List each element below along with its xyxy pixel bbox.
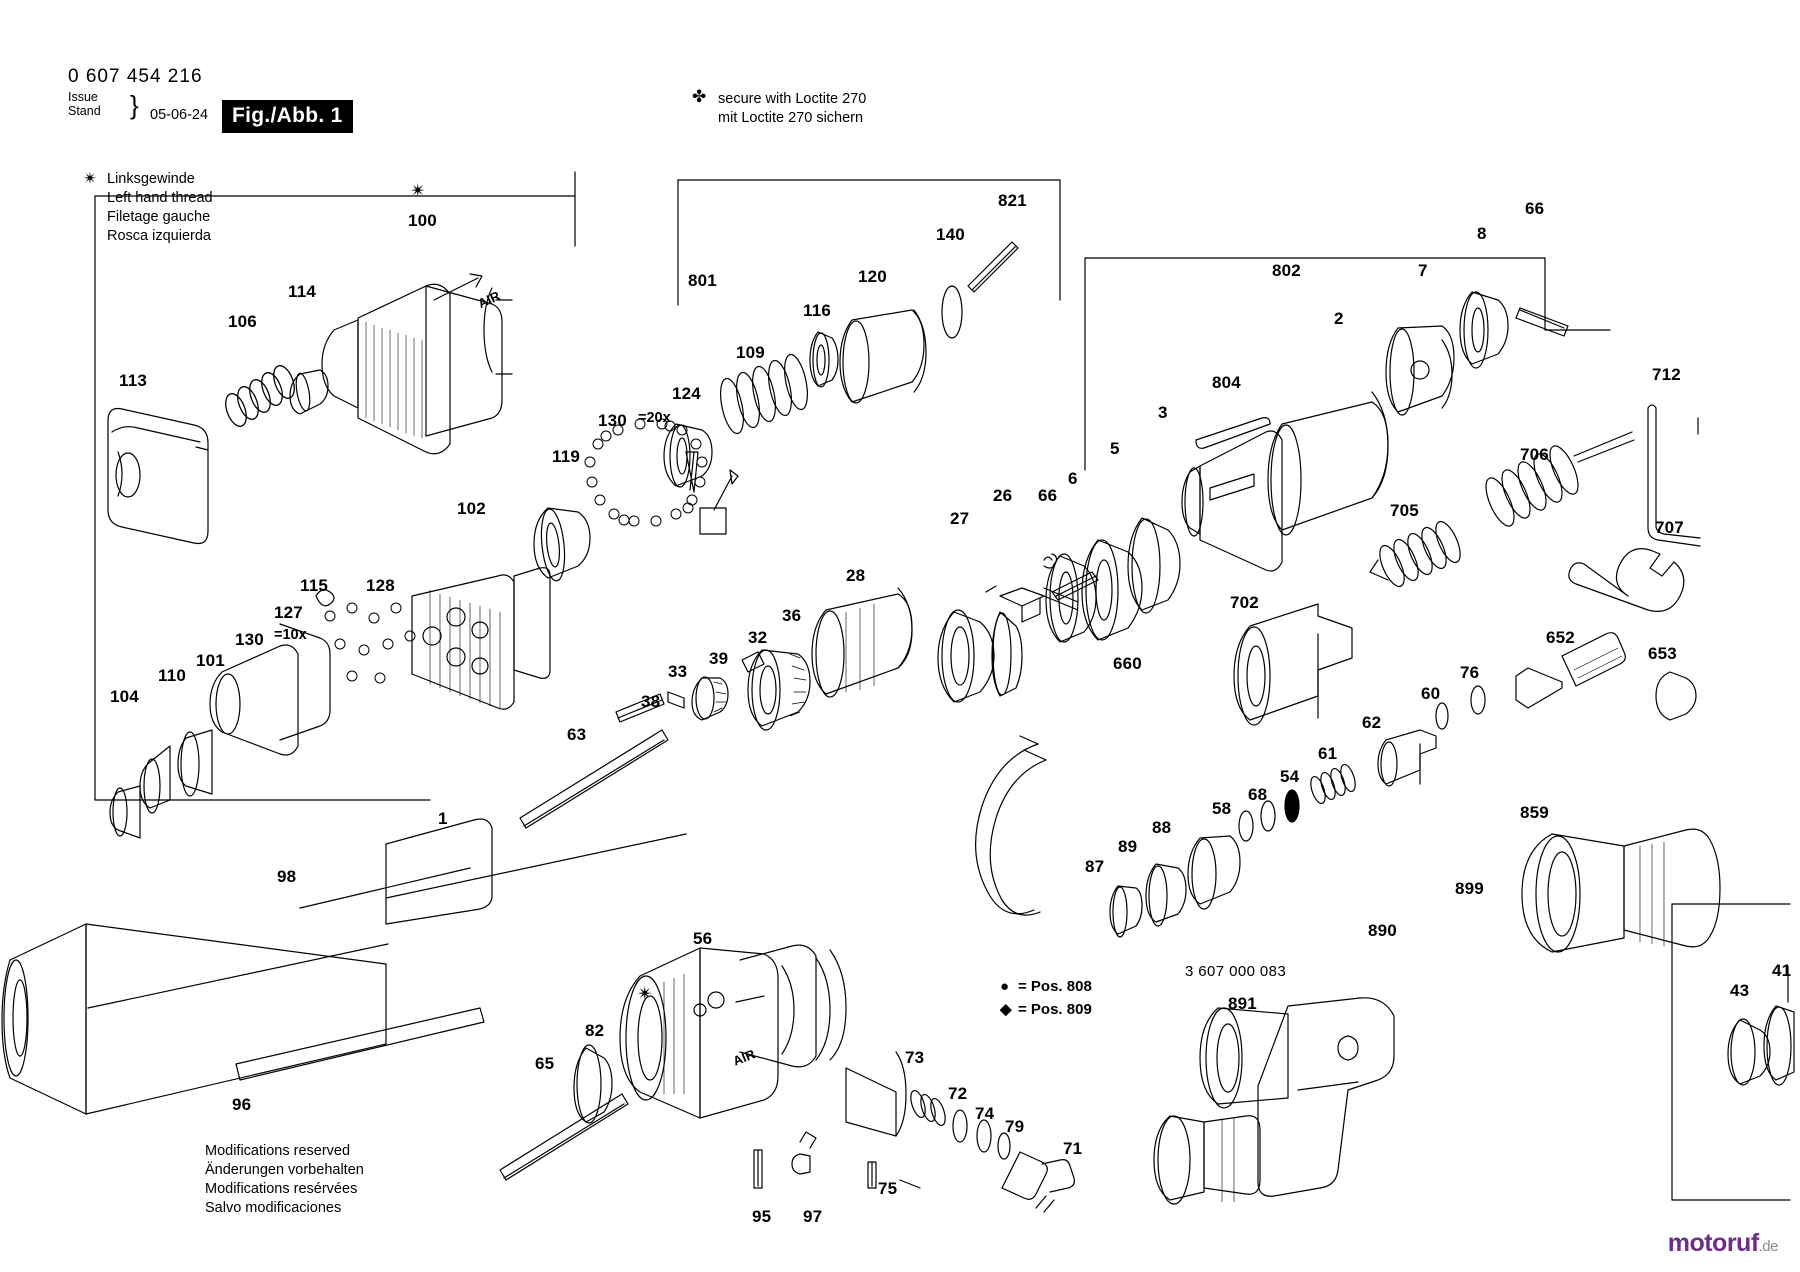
callout-82: 82 xyxy=(585,1021,605,1040)
callout-706: 706 xyxy=(1520,445,1549,464)
callout-127: 127 xyxy=(274,603,303,622)
callout-71: 71 xyxy=(1063,1139,1083,1158)
filled-circle-icon: ● xyxy=(1000,978,1010,995)
loctite-note xyxy=(718,90,866,128)
callout-120: 120 xyxy=(858,267,887,286)
air-mark-bottom: AIR xyxy=(730,1046,758,1069)
callout-652: 652 xyxy=(1546,628,1575,647)
callout-109: 109 xyxy=(736,343,765,362)
left-hand-thread-note xyxy=(107,170,213,245)
watermark xyxy=(1668,1229,1778,1258)
callout-75: 75 xyxy=(878,1179,898,1198)
loctite-note-de: mit Loctite 270 sichern xyxy=(718,109,864,126)
callout-66b: 66 xyxy=(1525,199,1545,218)
callout-89: 89 xyxy=(1118,837,1138,856)
callout-100: 100 xyxy=(408,211,437,230)
callout-801: 801 xyxy=(688,271,717,290)
callout-899: 899 xyxy=(1455,879,1484,898)
callout-68: 68 xyxy=(1248,785,1268,804)
pos-legend-row-0 xyxy=(1000,975,1092,998)
lht-line-3: Rosca izquierda xyxy=(107,227,211,244)
callout-76: 76 xyxy=(1460,663,1480,682)
callout-6: 6 xyxy=(1068,469,1078,488)
callout-56: 56 xyxy=(693,929,713,948)
part-number: 0 607 454 216 xyxy=(68,66,203,87)
watermark-tld: .de xyxy=(1758,1238,1778,1255)
modifications-note xyxy=(205,1142,364,1219)
lht-line-1: Left hand thread xyxy=(107,189,213,206)
callout-95: 95 xyxy=(752,1207,772,1226)
callout-87: 87 xyxy=(1085,857,1105,876)
callout-890: 890 xyxy=(1368,921,1397,940)
callout-66a: 66 xyxy=(1038,486,1058,505)
callout-115: 115 xyxy=(300,576,329,595)
callout-54: 54 xyxy=(1280,767,1300,786)
callout-104: 104 xyxy=(110,687,139,706)
callout-98: 98 xyxy=(277,867,297,886)
callout-58: 58 xyxy=(1212,799,1232,818)
callout-33: 33 xyxy=(668,662,688,681)
star-icon-100: ✴ xyxy=(410,181,426,202)
callout-119: 119 xyxy=(552,447,581,466)
callout-41: 41 xyxy=(1772,961,1792,980)
position-legend xyxy=(1000,975,1092,1022)
qty-note-130: =20x xyxy=(638,410,671,426)
callout-804: 804 xyxy=(1212,373,1241,392)
callout-130: 130 xyxy=(235,630,264,649)
callout-96: 96 xyxy=(232,1095,252,1114)
callout-660: 660 xyxy=(1113,654,1142,673)
left-hand-thread-icon: ✴ xyxy=(83,169,98,188)
callout-802: 802 xyxy=(1272,261,1301,280)
callout-72: 72 xyxy=(948,1084,968,1103)
loctite-note-en: secure with Loctite 270 xyxy=(718,91,867,107)
callout-106: 106 xyxy=(228,312,257,331)
callout-116: 116 xyxy=(803,301,832,320)
callout-5: 5 xyxy=(1110,439,1120,458)
callout-60: 60 xyxy=(1421,684,1441,703)
callout-97: 97 xyxy=(803,1207,823,1226)
callout-102: 102 xyxy=(457,499,486,518)
callout-712: 712 xyxy=(1652,365,1681,384)
callout-32: 32 xyxy=(748,628,768,647)
callout-2: 2 xyxy=(1334,309,1344,328)
mods-line-0: Modifications reserved xyxy=(205,1143,351,1159)
figure-badge: Fig./Abb. 1 xyxy=(222,100,353,133)
callout-38: 38 xyxy=(641,692,661,711)
lht-line-2: Filetage gauche xyxy=(107,208,211,225)
callout-61: 61 xyxy=(1318,744,1338,763)
callout-27: 27 xyxy=(950,509,970,528)
callout-7: 7 xyxy=(1418,261,1428,280)
callout-653: 653 xyxy=(1648,644,1677,663)
callout-63: 63 xyxy=(567,725,587,744)
callout-26: 26 xyxy=(993,486,1013,505)
mods-line-1: Änderungen vorbehalten xyxy=(205,1162,364,1179)
callout-62: 62 xyxy=(1362,713,1382,732)
callout-65: 65 xyxy=(535,1054,555,1073)
pos-legend-text-0: = Pos. 808 xyxy=(1018,978,1092,995)
watermark-brand: motoruf xyxy=(1667,1229,1759,1257)
callout-36: 36 xyxy=(782,606,802,625)
filled-diamond-icon: ◆ xyxy=(1000,1001,1012,1019)
callout-3: 3 xyxy=(1158,403,1168,422)
issue-label-en: Issue xyxy=(68,90,98,104)
star-icon-56: ✴ xyxy=(637,984,653,1005)
callout-707: 707 xyxy=(1655,518,1684,537)
air-mark-top: AIR xyxy=(475,288,503,312)
callout-705: 705 xyxy=(1390,501,1419,520)
callout-140: 140 xyxy=(936,225,965,244)
callout-88: 88 xyxy=(1152,818,1172,837)
callout-101: 101 xyxy=(196,651,225,670)
mods-line-2: Modifications resérvées xyxy=(205,1181,358,1198)
callout-114: 114 xyxy=(288,282,317,301)
qty-note-127: =10x xyxy=(274,627,307,643)
callout-821: 821 xyxy=(998,191,1027,210)
callout-8: 8 xyxy=(1477,224,1487,243)
callout-28: 28 xyxy=(846,566,866,585)
callout-79: 79 xyxy=(1005,1117,1025,1136)
callout-43: 43 xyxy=(1730,981,1750,1000)
issue-date: 05-06-24 xyxy=(150,107,209,123)
issue-label-de: Stand xyxy=(68,104,101,119)
callout-124: 124 xyxy=(672,384,701,403)
mods-line-3: Salvo modificaciones xyxy=(205,1200,342,1217)
clover-icon: ✤ xyxy=(692,87,707,106)
callout-859: 859 xyxy=(1520,803,1549,822)
subassembly-number: 3 607 000 083 xyxy=(1185,963,1287,980)
callout-73: 73 xyxy=(905,1048,925,1067)
callout-74: 74 xyxy=(975,1104,995,1123)
pos-legend-text-1: = Pos. 809 xyxy=(1018,1001,1092,1019)
callout-702: 702 xyxy=(1230,593,1259,612)
callout-39: 39 xyxy=(709,649,729,668)
pos-legend-row-1 xyxy=(1000,998,1092,1021)
lht-line-0: Linksgewinde xyxy=(107,171,195,187)
callout-113: 113 xyxy=(119,371,148,390)
callout-130-20x: 130 xyxy=(598,411,627,430)
issue-brace: } xyxy=(130,90,139,120)
callout-128: 128 xyxy=(366,576,395,595)
callout-891: 891 xyxy=(1228,994,1257,1013)
callout-1: 1 xyxy=(438,809,448,828)
callout-110: 110 xyxy=(158,666,187,685)
issue-block xyxy=(68,90,101,119)
